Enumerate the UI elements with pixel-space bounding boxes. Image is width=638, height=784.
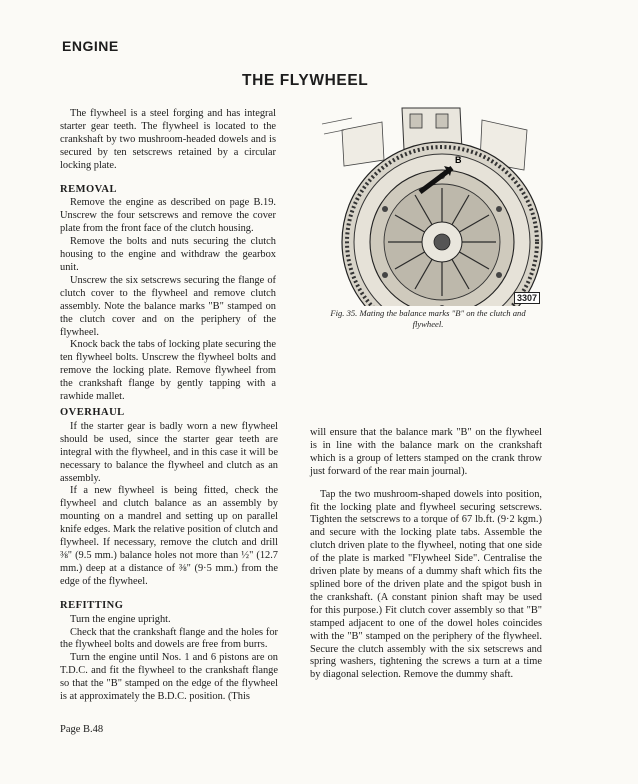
overhaul-heading: OVERHAUL (60, 407, 125, 418)
page-title: THE FLYWHEEL (242, 72, 369, 89)
right-column (310, 427, 542, 682)
continued-paragraph: will ensure that the balance mark "B" on the flywheel is in line with the balance mark on the crankshaft which is a group of letters stamped on the crank throw just forward of the rear main journal). (310, 427, 542, 477)
removal-paragraph-1: Remove the engine as described on page B.19. Unscrew the four setscrews and remove the cover plate from the front face of the clutch housing. (60, 197, 276, 235)
refitting-paragraph-2: Check that the crankshaft flange and the holes for the flywheel bolts and dowels are free from burrs. (60, 626, 278, 651)
overhaul-paragraph-1: If the starter gear is badly worn a new flywheel should be used, since the starter gear teeth are integral with the flywheel, and in this case it will be necessary to balance the flywheel and clutch as an assembly. (60, 420, 278, 484)
left-column (60, 407, 278, 704)
balance-mark-label: B (455, 155, 462, 165)
figure-caption: Fig. 35. Mating the balance marks "B" on the clutch and flywheel. (330, 308, 526, 329)
removal-heading: REMOVAL (60, 183, 117, 195)
intro-column (60, 108, 276, 404)
flywheel-illustration (312, 100, 544, 306)
section-heading: ENGINE (62, 38, 119, 54)
figure-number: 3307 (514, 292, 540, 304)
flywheel-clutch-drawing (312, 100, 544, 306)
refitting-paragraph-1: Turn the engine upright. (70, 613, 171, 625)
refitting-paragraph-3: Turn the engine until Nos. 1 and 6 pistons are on T.D.C. and fit the flywheel to the crankshaft flange so that the "B" stamped on the edge of the flywheel is at approximately the B.D.C. position. (This (60, 652, 278, 703)
removal-paragraph-4: Knock back the tabs of locking plate securing the ten flywheel bolts. Unscrew the flywheel bolts and remove the locking plate. Remove flywheel from the crankshaft flange by gently tapping with a rawhide mallet. (60, 339, 276, 403)
removal-paragraph-3: Unscrew the six setscrews securing the flange of clutch cover to the flywheel and remove clutch assembly. Note the balance marks "B" stamped on the clutch cover and on the periphery of the flywheel. (60, 274, 276, 338)
overhaul-paragraph-2: If a new flywheel is being fitted, check the flywheel and clutch balance as an assembly by mounting on a mandrel and setting up on parallel knife edges. Mark the relative position of clutch and flywheel. If necessary, remove the clutch and drill ⅜" (9.5 mm.) balance holes not more than ½" (12.7 mm.) deep at a distance of ⅜" (9·5 mm.) from the edge of the flywheel. (60, 485, 278, 587)
removal-paragraph-2: Remove the bolts and nuts securing the clutch housing to the engine and withdraw the gearbox unit. (60, 236, 276, 273)
refitting-heading: REFITTING (60, 599, 124, 611)
intro-paragraph: The flywheel is a steel forging and has integral starter gear teeth. The flywheel is located to the crankshaft by two mushroom-headed dowels and is secured by ten setscrews retained by a circular locking plate. (60, 108, 276, 171)
page-number: Page B.48 (60, 724, 104, 735)
assembly-paragraph: Tap the two mushroom-shaped dowels into position, fit the locking plate and flywheel securing setscrews. Tighten the setscrews to a torque of 67 lb.ft. (9·2 kgm.) and secure with the locking plate tabs. Assemble the clutch driven plate to the flywheel, noting that one side of the plate is marked "Flywheel Side". Centralise the driven plate by means of a dummy shaft which fits the splined bore of the driven plate and the spigot bush in the crankshaft. (A constant pinion shaft may be used for this purpose.) Fit clutch cover assembly so that "B" stamped adjacent to one of the dowel holes coincides with the "B" stamped on the periphery of the flywheel. Secure the clutch assembly with the six setscrews and spring washers, tightening the screws a turn at a time by diagonal selection. Remove the dummy shaft. (310, 488, 542, 681)
